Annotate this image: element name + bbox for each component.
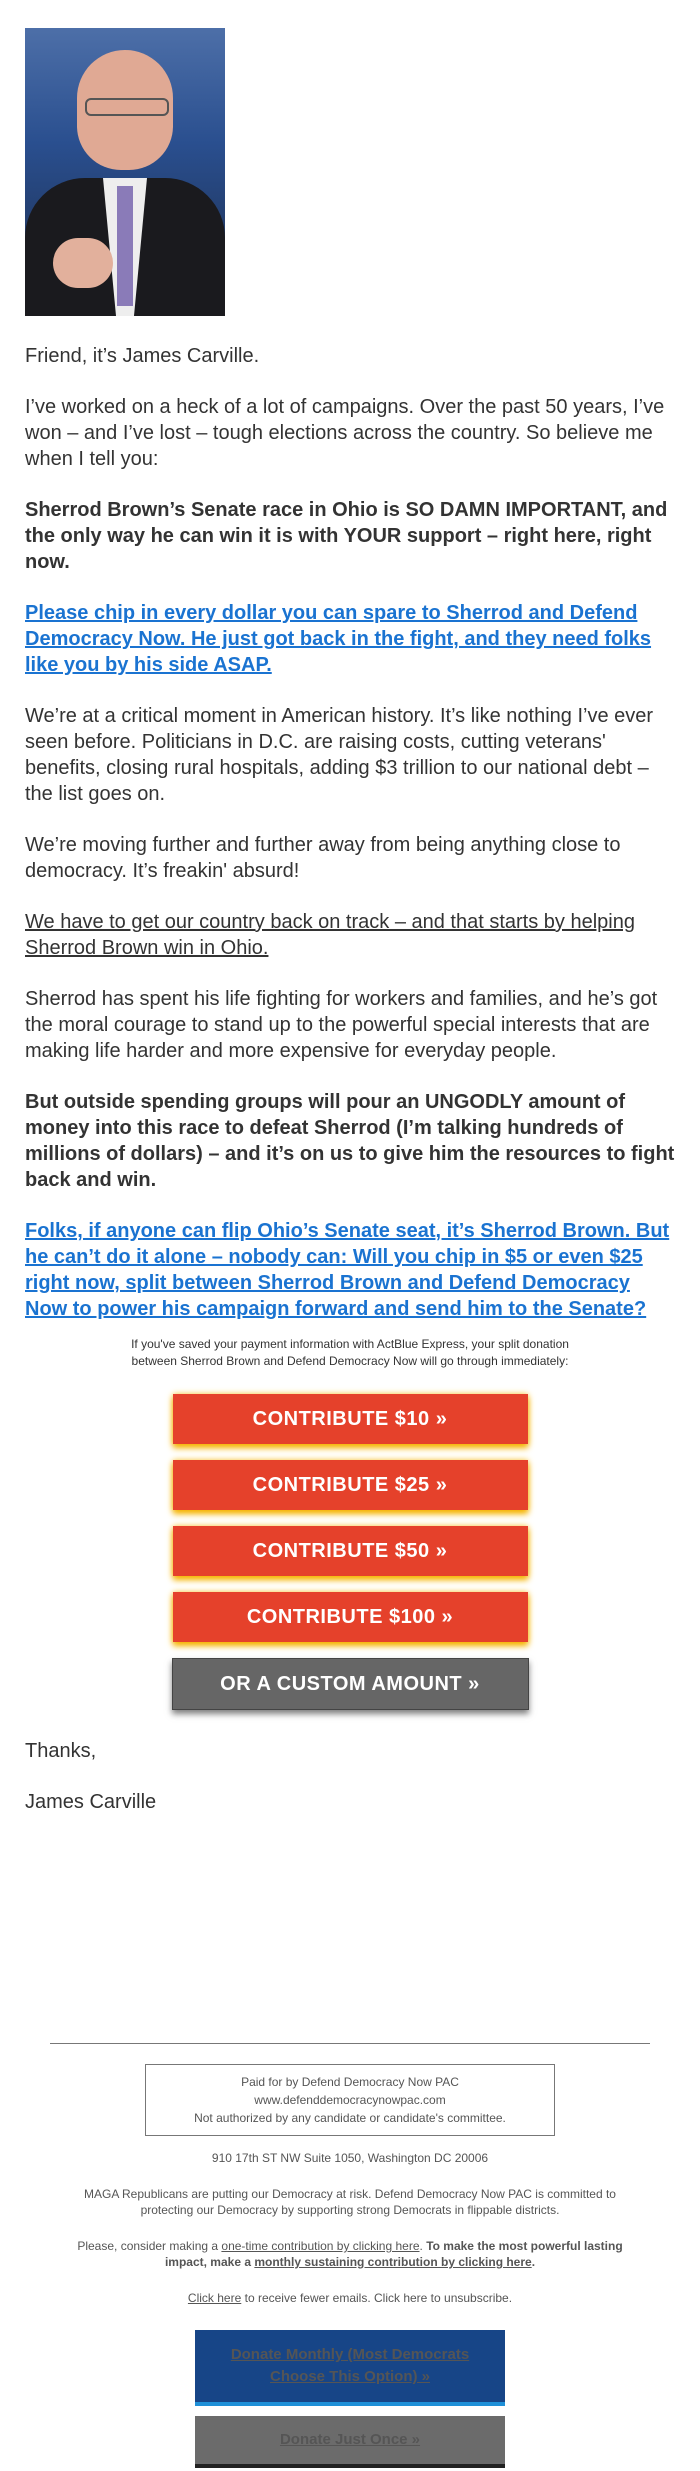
fewer-emails-link[interactable]: Click here — [187, 2291, 242, 2305]
email-body — [25, 28, 675, 1840]
thanks: Thanks, — [25, 1740, 97, 1762]
paragraph-critical-moment: We’re at a critical moment in American history. It’s like nothing I’ve ever seen before. Politicians in D.C. are raising costs, cutting veterans' benefits, closing rural hospitals, adding $3 trillion to our national debt – the list goes on. — [25, 705, 654, 805]
disclaimer-box — [145, 2064, 555, 2136]
paragraph-campaigns: I’ve worked on a heck of a lot of campaigns. Over the past 50 years, I’ve won – and I’ve lost – tough elections across the country. So believe me when I tell you: — [25, 396, 665, 470]
monthly-link[interactable]: monthly sustaining contribution by clicking here — [254, 2255, 532, 2269]
flip-ohio-link[interactable]: Folks, if anyone can flip Ohio’s Senate seat, it’s Sherrod Brown. But he can’t do it alone – nobody can: Will you chip in $5 or even $25 right now, split between Sherrod Brown and Defend Democracy Now to power his campaign forward and send him to the Senate? — [25, 1220, 670, 1320]
paragraph-sherrod: Sherrod has spent his life fighting for workers and families, and he’s got the moral courage to stand up to the powerful special interests that are making life harder and more expensive for everyday people. — [25, 988, 658, 1062]
contribute-100-button[interactable]: CONTRIBUTE $100 » — [173, 1592, 528, 1642]
consider-text: Please, consider making a one-time contribution by clicking here. To make the most powerful lasting impact, make a monthly sustaining contribution by clicking here. — [77, 2239, 623, 2269]
custom-amount-button[interactable]: OR A CUSTOM AMOUNT » — [172, 1658, 529, 1710]
paragraph-important: Sherrod Brown’s Senate race in Ohio is SO DAMN IMPORTANT, and the only way he can win it is with YOUR support – right here, right now. — [25, 499, 668, 573]
contribute-50-button[interactable]: CONTRIBUTE $50 » — [173, 1526, 528, 1576]
footer — [0, 2043, 700, 2468]
mission: MAGA Republicans are putting our Democracy at risk. Defend Democracy Now PAC is committed to protecting our Democracy by supporting strong Democrats in flippable districts. — [84, 2187, 616, 2217]
actblue-express-note: If you've saved your payment information with ActBlue Express, your split donation between Sherrod Brown and Defend Democracy Now will go through immediately: — [131, 1337, 569, 1368]
paragraph-outside-spending: But outside spending groups will pour an UNGODLY amount of money into this race to defeat Sherrod (I’m talking hundreds of millions of dollars) – and it’s on us to give him the resources to fight back and win. — [25, 1091, 675, 1191]
james-carville-photo — [25, 28, 225, 316]
paid-for: Paid for by Defend Democracy Now PAC — [241, 2075, 459, 2089]
not-authorized: Not authorized by any candidate or candidate's committee. — [194, 2111, 506, 2125]
address: 910 17th ST NW Suite 1050, Washington DC 20006 — [211, 2151, 489, 2165]
paragraph-democracy: We’re moving further and further away from being anything close to democracy. It’s freakin' absurd! — [25, 834, 621, 882]
website: www.defenddemocracynowpac.com — [254, 2093, 446, 2107]
chip-in-link[interactable]: Please chip in every dollar you can spare to Sherrod and Defend Democracy Now. He just got back in the fight, and they need folks like you by his side ASAP. — [25, 602, 652, 676]
footer-divider — [50, 2043, 650, 2044]
donate-once-button[interactable]: Donate Just Once » — [195, 2416, 505, 2468]
contribute-25-button[interactable]: CONTRIBUTE $25 » — [173, 1460, 528, 1510]
greeting: Friend, it’s James Carville. — [25, 345, 260, 367]
back-on-track-link[interactable]: We have to get our country back on track – and that starts by helping Sherrod Brown win in Ohio. — [25, 911, 635, 959]
donate-monthly-button[interactable]: Donate Monthly (Most Democrats Choose This Option) » — [195, 2330, 505, 2406]
contribute-10-button[interactable]: CONTRIBUTE $10 » — [173, 1394, 528, 1444]
email-preferences: Click here to receive fewer emails. Click here to unsubscribe. — [187, 2291, 513, 2305]
one-time-link[interactable]: one-time contribution by clicking here — [221, 2239, 420, 2253]
signature: James Carville — [25, 1791, 157, 1813]
